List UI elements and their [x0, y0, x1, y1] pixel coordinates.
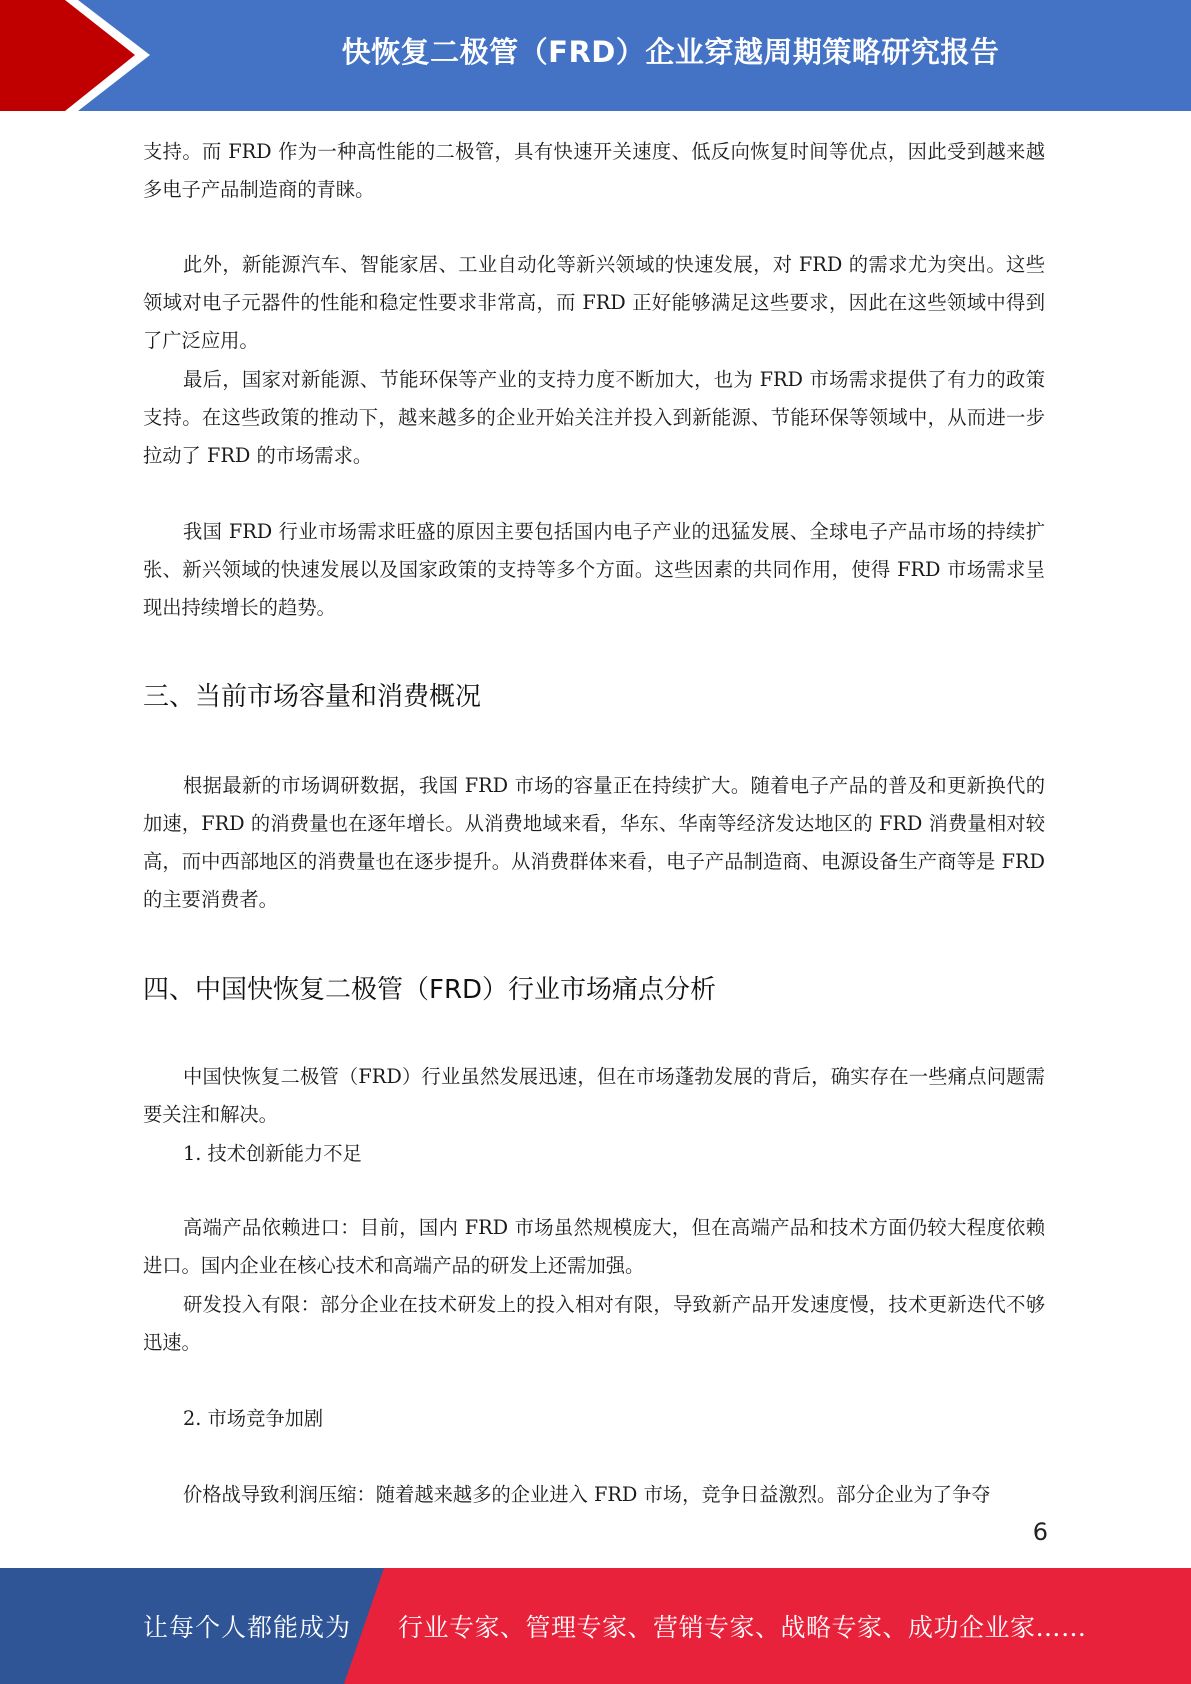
- paragraph: 支持。而 FRD 作为一种高性能的二极管，具有快速开关速度、低反向恢复时间等优点，因此受到越来越多电子产品制造商的青睐。: [143, 140, 1045, 201]
- document-title: 快恢复二极管（FRD）企业穿越周期策略研究报告: [341, 34, 1000, 69]
- header-banner: [0, 0, 1191, 111]
- paragraph: 我国 FRD 行业市场需求旺盛的原因主要包括国内电子产业的迅猛发展、全球电子产品市场的持续扩张、新兴领域的快速发展以及国家政策的支持等多个方面。这些因素的共同作用，使得 FRD 市场需求呈现出持续增长的趋势。: [143, 520, 1045, 619]
- footer-slogan-right: 行业专家、管理专家、营销专家、战略专家、成功企业家……: [398, 1613, 1087, 1642]
- header-arrow-decoration: [0, 0, 160, 111]
- paragraph: 高端产品依赖进口：目前，国内 FRD 市场虽然规模庞大，但在高端产品和技术方面仍较大程度依赖进口。国内企业在核心技术和高端产品的研发上还需加强。: [143, 1216, 1045, 1277]
- footer-slogan-left: 让每个人都能成为: [143, 1613, 352, 1642]
- paragraph: 最后，国家对新能源、节能环保等产业的支持力度不断加大，也为 FRD 市场需求提供了有力的政策支持。在这些政策的推动下，越来越多的企业开始关注并投入到新能源、节能环保等领域中，从而进一步拉动了 FRD 的市场需求。: [143, 368, 1045, 467]
- list-item: 2. 市场竞争加剧: [183, 1407, 324, 1430]
- paragraph: 研发投入有限：部分企业在技术研发上的投入相对有限，导致新产品开发速度慢，技术更新迭代不够迅速。: [143, 1293, 1045, 1354]
- paragraph: 此外，新能源汽车、智能家居、工业自动化等新兴领域的快速发展，对 FRD 的需求尤为突出。这些领域对电子元器件的性能和稳定性要求非常高，而 FRD 正好能够满足这些要求，因此在这些领域中得到了广泛应用。: [143, 253, 1045, 352]
- section-heading: 三、当前市场容量和消费概况: [143, 682, 482, 712]
- page-number: 6: [1032, 1518, 1048, 1546]
- paragraph: 中国快恢复二极管（FRD）行业虽然发展迅速，但在市场蓬勃发展的背后，确实存在一些痛点问题需要关注和解决。: [143, 1065, 1045, 1126]
- paragraph: 根据最新的市场调研数据，我国 FRD 市场的容量正在持续扩大。随着电子产品的普及和更新换代的加速，FRD 的消费量也在逐年增长。从消费地域来看，华东、华南等经济发达地区的 FRD 消费量相对较高，而中西部地区的消费量也在逐步提升。从消费群体来看，电子产品制造商、电源设备生产商等是 FRD 的主要消费者。: [143, 774, 1045, 911]
- section-heading: 四、中国快恢复二极管（FRD）行业市场痛点分析: [143, 975, 717, 1005]
- footer-banner: [0, 1568, 1191, 1684]
- paragraph: 价格战导致利润压缩：随着越来越多的企业进入 FRD 市场，竞争日益激烈。部分企业为了争夺: [183, 1483, 991, 1506]
- list-item: 1. 技术创新能力不足: [183, 1142, 362, 1165]
